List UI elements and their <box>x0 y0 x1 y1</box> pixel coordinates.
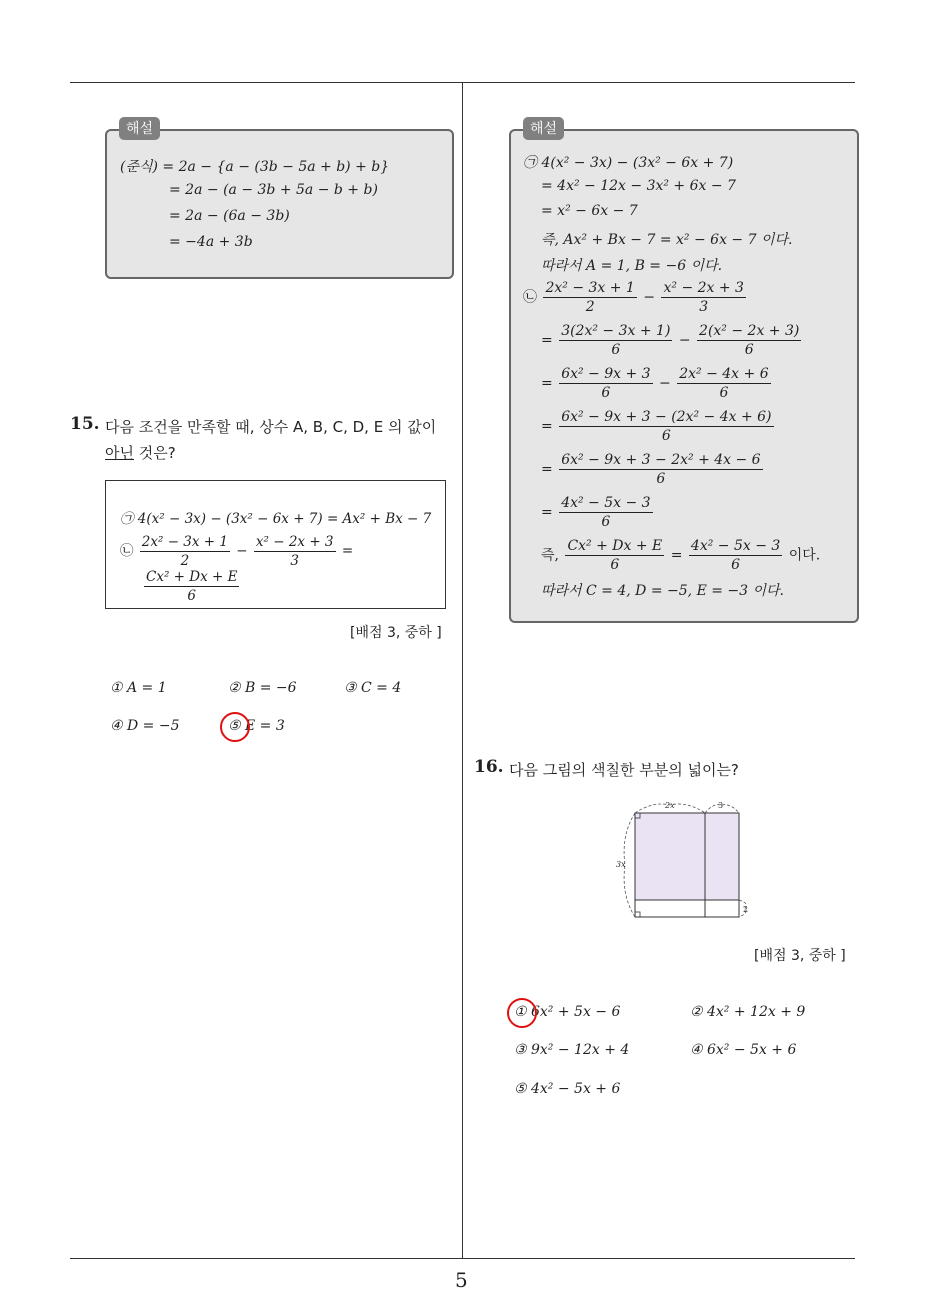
label-top-right: 3 <box>718 801 724 810</box>
shaded-region <box>635 813 739 900</box>
right-line-13: 따라서 C = 4, D = −5, E = −3 이다. <box>541 583 785 599</box>
right-line-10: = $\frac{\text{6x² − 9x + 3 − 2x² + 4x − 6}}{6}$ <box>541 452 761 487</box>
right-line-8: = $\frac{\text{6x² − 9x + 3}}{6}$ − $\frac{\text{2x² − 4x + 6}}{6}$ <box>541 366 769 401</box>
q16-choice-2[interactable]: ② 4x² + 12x + 9 <box>690 1004 806 1020</box>
right-line-4: 즉, Ax² + Bx − 7 = x² − 6x − 7 이다. <box>541 232 793 248</box>
q16-choice-3[interactable]: ③ 9x² − 12x + 4 <box>514 1042 630 1058</box>
right-line-11: = $\frac{\text{4x² − 5x − 3}}{6}$ <box>541 495 651 530</box>
bottom-rule <box>70 1258 855 1259</box>
page-number: 5 <box>455 1268 468 1292</box>
q15-choice-1[interactable]: ① A = 1 <box>110 680 167 696</box>
left-explanation-box <box>105 129 454 279</box>
q15-number: 15. <box>70 414 100 434</box>
q16-figure <box>613 795 763 925</box>
q15-choice-5[interactable]: ⑤ E = 3 <box>228 718 285 734</box>
column-divider <box>462 82 463 1258</box>
q16-text: 다음 그림의 색칠한 부분의 넓이는? <box>509 761 739 779</box>
right-line-2: = 4x² − 12x − 3x² + 6x − 7 <box>541 178 736 194</box>
right-line-3: = x² − 6x − 7 <box>541 203 638 219</box>
right-explanation-tag: 해설 <box>523 117 564 140</box>
q15-choice-4[interactable]: ④ D = −5 <box>110 718 180 734</box>
right-line-7: = $\frac{\text{3(2x² − 3x + 1)}}{6}$ − $\frac{\text{2(x² − 2x + 3)}}{6}$ <box>541 323 800 358</box>
q15-answer-mark <box>220 712 250 742</box>
q15-text-line1: 다음 조건을 만족할 때, 상수 A, B, C, D, E 의 값이 <box>105 418 437 436</box>
q15-condition-2-rhs: $\frac{\text{Cx² + Dx + E}}{6}$ <box>146 569 238 604</box>
q16-number: 16. <box>474 757 504 777</box>
left-explain-line-3: = 2a − (6a − 3b) <box>169 208 290 224</box>
right-line-9: = $\frac{\text{6x² − 9x + 3 − (2x² − 4x + 6)}}{6}$ <box>541 409 772 444</box>
q15-choice-3[interactable]: ③ C = 4 <box>344 680 402 696</box>
label-top-left: 2x <box>665 801 675 810</box>
label-left: 3x <box>616 860 626 869</box>
left-explain-line-1: (준식) = 2a − {a − (3b − 5a + b) + b} <box>120 159 390 175</box>
left-explanation-tag: 해설 <box>119 117 160 140</box>
q15-score: [배점 3, 중하 ] <box>350 625 442 641</box>
q16-score: [배점 3, 중하 ] <box>754 948 846 964</box>
right-line-12: 즉, $\frac{\text{Cx² + Dx + E}}{6}$ = $\frac{\text{4x² − 5x − 3}}{6}$ 이다. <box>541 538 821 573</box>
right-line-5: 따라서 A = 1, B = −6 이다. <box>541 258 723 274</box>
brace-left <box>624 813 635 917</box>
q15-text-line2: 아닌 것은? <box>105 444 176 462</box>
q15-condition-2: ㉡ $\frac{\text{2x² − 3x + 1}}{2}$ − $\frac{\text{x² − 2x + 3}}{3}$ = <box>120 534 354 569</box>
q16-answer-mark <box>507 998 537 1028</box>
q16-choice-5[interactable]: ⑤ 4x² − 5x + 6 <box>514 1081 621 1097</box>
right-angle-mark-bottom <box>635 912 640 917</box>
right-line-6: ㉡ $\frac{\text{2x² − 3x + 1}}{2}$ − $\frac{\text{x² − 2x + 3}}{3}$ <box>523 280 744 315</box>
q15-choice-2[interactable]: ② B = −6 <box>228 680 297 696</box>
right-line-1: ㉠ 4(x² − 3x) − (3x² − 6x + 7) <box>523 155 734 171</box>
label-bottom-right: 2 <box>743 905 749 914</box>
q15-condition-1: ㉠ 4(x² − 3x) − (3x² − 6x + 7) = Ax² + Bx − 7 <box>120 511 432 527</box>
left-explain-line-2: = 2a − (a − 3b + 5a − b + b) <box>169 182 378 198</box>
q15-underlined-word: 아닌 <box>105 444 134 462</box>
left-explain-line-4: = −4a + 3b <box>169 234 253 250</box>
q16-choice-1[interactable]: ① 6x² + 5x − 6 <box>514 1004 621 1020</box>
q16-choice-4[interactable]: ④ 6x² − 5x + 6 <box>690 1042 797 1058</box>
